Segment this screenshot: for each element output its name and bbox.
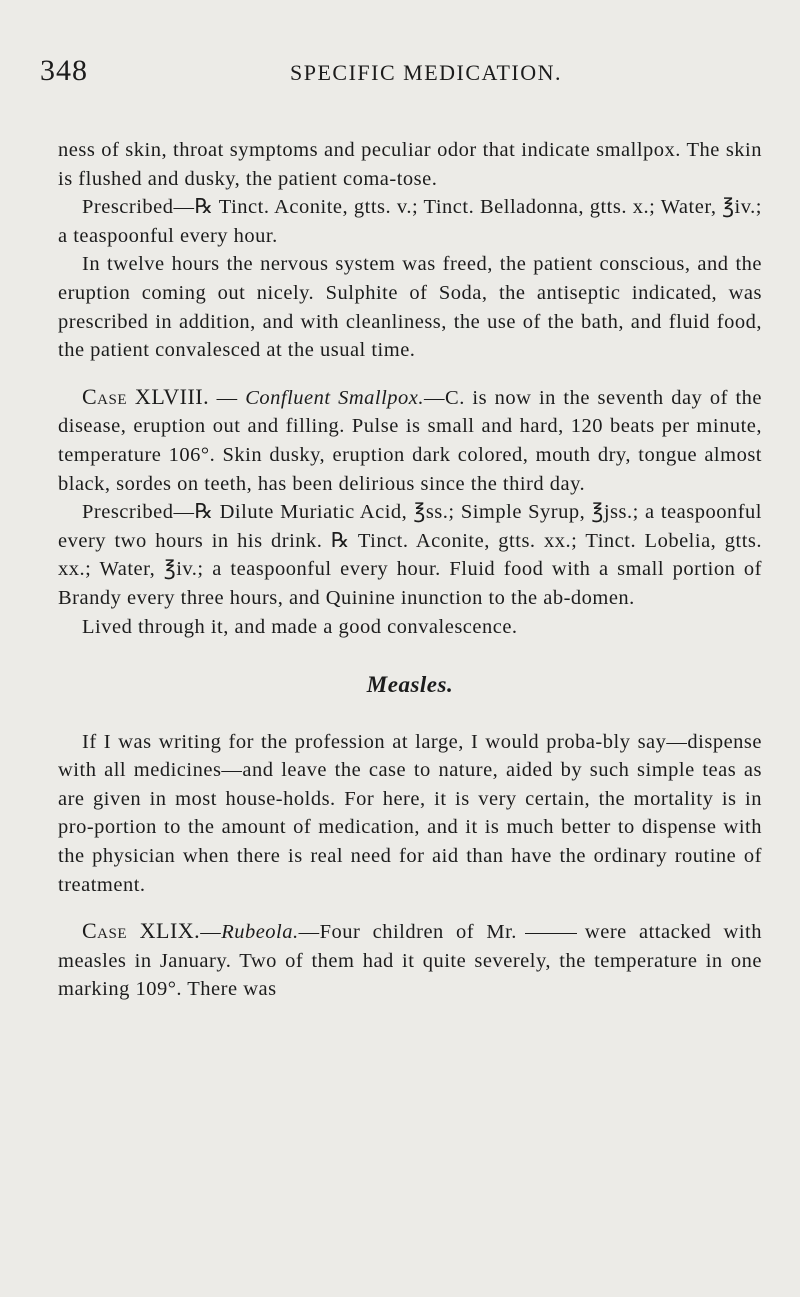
paragraph-outcome-2: Lived through it, and made a good convalescence. [82,615,518,638]
paragraph-continuation: ness of skin, throat symptoms and peculiar odor that indicate smallpox. The skin is flushed and dusky, the patient coma-tose. [58,139,762,190]
case-48-paragraph [58,383,762,498]
body-text [58,136,762,1004]
running-title: SPECIFIC MEDICATION. [290,60,563,85]
section-heading: Measles. [366,672,454,698]
page-header [40,54,760,90]
paragraph-prescription-1: Prescribed—℞ Tinct. Aconite, gtts. v.; Tinct. Belladonna, gtts. x.; Water, ℥iv.; a teaspoonful every hour. [58,196,762,247]
case-48-text: —C. is now in the seventh day of the disease, eruption out and filling. Pulse is small and hard, 120 beats per minute, temperature 106°. Skin dusky, eruption dark colored, mouth dry, tongue almost black, sordes on teeth, has been delirious since the third day. [58,386,763,495]
case-49-text-before: —Four children of Mr. [298,921,517,944]
paragraph-outcome-1: In twelve hours the nervous system was freed, the patient conscious, and the eruption coming out nicely. Sulphite of Soda, the antiseptic indicated, was prescribed in addition, and with cleanliness, the use of the bath, and fluid food, the patient convalesced at the usual time. [58,253,762,362]
paragraph-prescription-2: Prescribed—℞ Dilute Muriatic Acid, ℥ss.; Simple Syrup, ℥jss.; a teaspoonful every two hours in his drink. ℞ Tinct. Aconite, gtts. xx.; Tinct. Lobelia, gtts. xx.; Water, ℥iv.; a teaspoonful every hour. Fluid food with a small portion of Brandy every three hours, and Quinine inunction to the ab-domen. [58,501,762,609]
case-49-label: Case XLIX. [82,918,201,944]
case-49-text-after: were attacked with measles in January. Two of them had it quite severely, the temperature in one marking 109°. There was [58,921,762,1001]
case-48-dash: — [209,386,246,409]
case-48-label: Case XLVIII. [82,383,210,409]
case-49-paragraph [58,917,762,1004]
case-48-title: Confluent Smallpox. [245,386,425,409]
case-49-title: Rubeola. [221,921,299,944]
case-49-dash: — [200,921,222,944]
page-number: 348 [40,54,88,87]
name-blank-line [525,933,577,934]
paragraph-measles-intro: If I was writing for the profession at large, I would proba-bly say—dispense with all medicines—and leave the case to nature, aided by such simple teas as are given in most house-holds. For here, it is very certain, the mortality is in pro-portion to the amount of medication, and it is much better to dispense with the physician when there is real need for aid than have the ordinary routine of treatment. [58,730,762,896]
